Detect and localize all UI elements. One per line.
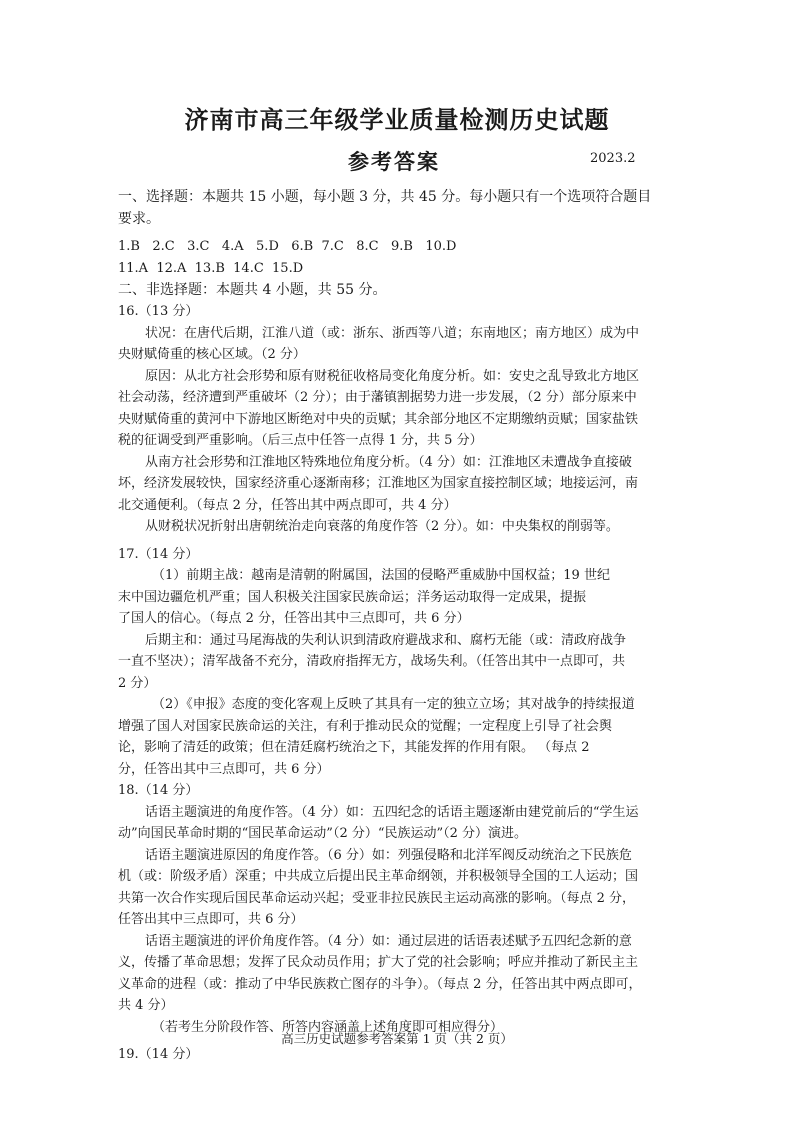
- answer-line: 分，任答出其中三点即可，共 6 分）: [118, 761, 330, 777]
- answer-line: 增强了国人对国家民族命运的关注，有利于推动民众的觉醒；一定程度上引导了社会舆: [118, 718, 613, 734]
- answer-line: 从财税状况折射出唐朝统治走向衰落的角度作答（2 分）。如：中央集权的削弱等。: [145, 519, 619, 534]
- answer-line: 话语主题演进的角度作答。（4 分）如：五四纪念的话语主题逐渐由建党前后的“学生运: [145, 804, 639, 820]
- question-18: [118, 780, 674, 1038]
- answer-line: 话语主题演进的评价角度作答。（4 分）如：通过层进的话语表述赋予五四纪念新的意: [145, 933, 632, 949]
- answer-line: 央财赋倚重的核心区域。（2 分）: [118, 347, 306, 362]
- answer-line: 话语主题演进原因的角度作答。（6 分）如：列强侵略和北洋军阀反动统治之下民族危: [145, 847, 632, 863]
- answer-line: 共第一次合作实现后国民革命运动兴起；受亚非拉民族民主运动高涨的影响。（每点 2 分，: [118, 890, 636, 906]
- answer-line: 北交通便利。（每点 2 分，任答出其中两点即可，共 4 分）: [118, 497, 457, 513]
- answer-line: 社会动荡，经济遭到严重破坏（2 分）；由于藩镇割据势力进一步发展，（2 分）部分原来中: [118, 390, 637, 405]
- answer-line: 一直不坚决）；清军战备不充分，清政府指挥无方，战场失利。（任答出其中一点即可，共: [118, 654, 626, 669]
- answer-line: 末中国边疆危机严重；国人积极关注国家民族命运；洋务运动取得一定成果，提振: [118, 589, 587, 605]
- question-label: 19.（14 分）: [118, 1047, 199, 1062]
- answer-line: 税的征调受到严重影响。（后三点中任答一点得 1 分，共 5 分）: [118, 433, 483, 448]
- section-choice-heading-1: 一、选择题：本题共 15 小题，每小题 3 分，共 45 分。每小题只有一个选项符合题目: [118, 189, 652, 205]
- choice-answers-row-1: 1.B 2.C 3.C 4.A 5.D 6.B 7.C 8.C 9.B 10.D: [118, 239, 457, 254]
- document-title: 济南市高三年级学业质量检测历史试题: [184, 106, 610, 134]
- answer-body: [118, 186, 674, 1066]
- document-subtitle: 参考答案: [348, 150, 440, 174]
- question-label: 17.（14 分）: [118, 546, 199, 562]
- document-date: 2023.2: [590, 151, 636, 166]
- answer-line: （1）前期主战：越南是清朝的附属国，法国的侵略严重威胁中国权益；19 世纪: [152, 568, 610, 583]
- answer-line: 央财赋倚重的黄河中下游地区断绝对中央的贡赋；其余部分地区不定期缴纳贡赋；国家盐铁: [118, 411, 639, 427]
- section-choice: [118, 186, 674, 279]
- question-label: 18.（14 分）: [118, 783, 199, 798]
- answer-line: 后期主和：通过马尾海战的失利认识到清政府避战求和、腐朽无能（或：清政府战争: [145, 632, 627, 648]
- answer-line: 义，传播了革命思想；发挥了民众动员作用；扩大了党的社会影响；呼应并推动了新民主主: [118, 955, 639, 970]
- scoring-note: （若考生分阶段作答、所答内容涵盖上述角度即可相应得分）: [152, 1019, 504, 1035]
- answer-line: 论，影响了清廷的政策；但在清廷腐朽统治之下，其能发挥的作用有限。 （每点 2: [118, 740, 590, 755]
- choice-answers-row-2: 11.A 12.A 13.B 14.C 15.D: [118, 260, 304, 276]
- answer-line: 从南方社会形势和江淮地区特殊地位角度分析。（4 分）如：江淮地区未遭战争直接破: [145, 454, 632, 470]
- answer-line: 动”向国民革命时期的“国民革命运动”（2 分）“民族运动”（2 分）演进。: [118, 826, 528, 841]
- section-choice-heading-2: 要求。: [118, 211, 160, 227]
- answer-line: 共 4 分）: [118, 998, 174, 1013]
- answer-line: 机（或：阶级矛盾）深重；中共成立后提出民主革命纲领，并积极领导全国的工人运动；国: [118, 869, 639, 884]
- question-label: 16.（13 分）: [118, 304, 199, 319]
- answer-line: 任答出其中三点即可，共 6 分）: [118, 912, 304, 927]
- question-19: [118, 1044, 674, 1066]
- answer-line: 原因：从北方社会形势和原有财税征收格局变化角度分析。如：安史之乱导致北方地区: [145, 368, 640, 384]
- page-footer: 高三历史试题参考答案第 1 页（共 2 页）: [281, 1031, 513, 1046]
- answer-line: 坏，经济发展较快，国家经济重心逐渐南移；江淮地区为国家直接控制区域；地接运河，南: [118, 476, 639, 491]
- question-17: [118, 544, 674, 781]
- answer-line: 2 分）: [118, 675, 157, 691]
- answer-line: 义革命的进程（或：推动了中华民族救亡图存的斗争）。（每点 2 分，任答出其中两点即可，: [118, 976, 642, 992]
- section-nonchoice-heading: 二、非选择题：本题共 4 小题，共 55 分。: [118, 282, 387, 298]
- answer-line: 了国人的信心。（每点 2 分，任答出其中三点即可，共 6 分）: [118, 611, 470, 626]
- question-16: [118, 301, 674, 538]
- answer-line: （2）《申报》态度的变化客观上反映了其具有一定的独立立场；其对战争的持续报道: [152, 697, 635, 712]
- answer-line: 状况：在唐代后期，江淮八道（或：浙东、浙西等八道；东南地区；南方地区）成为中: [145, 325, 640, 341]
